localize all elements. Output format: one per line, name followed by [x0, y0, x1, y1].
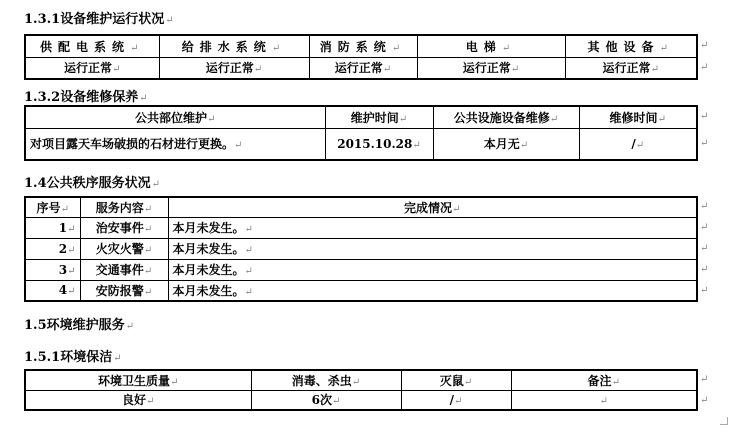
table-header-row	[25, 35, 697, 57]
header-cell: 序号↵	[25, 197, 80, 217]
section-heading-1-5: 1.5环境维护服务↵	[24, 318, 135, 333]
table-row	[25, 217, 697, 238]
header-cell: 环境卫生质量↵	[25, 370, 251, 390]
header-cell: 服务内容↵	[80, 197, 168, 217]
row-end-mark: ↵	[700, 40, 709, 51]
header-cell: 消毒、杀虫↵	[251, 370, 401, 390]
table-header-row	[25, 197, 697, 217]
section-heading-1-3-2: 1.3.2设备维修保养↵	[24, 90, 148, 105]
header-cell: 维修时间↵	[579, 106, 697, 128]
row-end-mark: ↵	[700, 138, 709, 149]
section-heading-1-5-1: 1.5.1环境保洁↵	[24, 350, 122, 365]
header-cell: 消防系统↵	[309, 35, 417, 57]
completion-status: 本月未发生。↵	[168, 280, 697, 301]
table-row	[25, 238, 697, 259]
service-item: 治安事件↵	[80, 217, 168, 238]
header-cell: 维护时间↵	[325, 106, 433, 128]
paragraph-mark: ↵	[165, 15, 174, 26]
repair-description: 本月无↵	[433, 128, 579, 160]
row-end-mark: ↵	[700, 222, 709, 233]
disinfection-count: 6次↵	[251, 390, 401, 410]
repair-date: /↵	[579, 128, 697, 160]
row-end-mark: ↵	[700, 264, 709, 275]
table-row	[25, 259, 697, 280]
cleaning-table	[24, 369, 698, 411]
row-index: 2↵	[25, 238, 80, 259]
rodent-control: /↵	[401, 390, 511, 410]
header-cell: 供配电系统↵	[25, 35, 159, 57]
status-cell: 运行正常↵	[417, 57, 565, 79]
status-cell: 运行正常↵	[25, 57, 159, 79]
header-cell: 备注↵	[511, 370, 697, 390]
hygiene-quality: 良好↵	[25, 390, 251, 410]
row-end-mark: ↵	[700, 374, 709, 385]
header-cell: 公共设施设备维修↵	[433, 106, 579, 128]
table-header-row	[25, 370, 697, 390]
row-end-mark: ↵	[700, 111, 709, 122]
maintenance-date: 2015.10.28↵	[325, 128, 433, 160]
status-cell: 运行正常↵	[159, 57, 309, 79]
status-cell: 运行正常↵	[309, 57, 417, 79]
header-cell: 其他设备↵	[565, 35, 697, 57]
section-heading-1-4: 1.4公共秩序服务状况↵	[24, 176, 161, 191]
maintenance-table	[24, 105, 698, 161]
header-cell: 给排水系统↵	[159, 35, 309, 57]
page-corner-mark	[720, 417, 728, 425]
equipment-status-table	[24, 34, 698, 80]
order-service-table	[24, 196, 698, 302]
row-index: 4↵	[25, 280, 80, 301]
header-cell: 完成情况↵	[168, 197, 697, 217]
maintenance-description: 对项目露天车场破损的石材进行更换。↵	[25, 128, 325, 160]
row-index: 3↵	[25, 259, 80, 280]
row-index: 1↵	[25, 217, 80, 238]
service-item: 交通事件↵	[80, 259, 168, 280]
table-header-row	[25, 106, 697, 128]
section-heading-1-3-1: 1.3.1设备维护运行状况↵	[24, 12, 174, 27]
table-row	[25, 128, 697, 160]
header-cell: 公共部位维护↵	[25, 106, 325, 128]
remarks: ↵	[511, 390, 697, 410]
completion-status: 本月未发生。↵	[168, 259, 697, 280]
row-end-mark: ↵	[700, 243, 709, 254]
row-end-mark: ↵	[700, 285, 709, 296]
header-cell: 灭鼠↵	[401, 370, 511, 390]
completion-status: 本月未发生。↵	[168, 217, 697, 238]
row-end-mark: ↵	[700, 395, 709, 406]
row-end-mark: ↵	[700, 62, 709, 73]
service-item: 火灾火警↵	[80, 238, 168, 259]
table-row	[25, 57, 697, 79]
completion-status: 本月未发生。↵	[168, 238, 697, 259]
table-row	[25, 280, 697, 301]
service-item: 安防报警↵	[80, 280, 168, 301]
header-cell: 电梯↵	[417, 35, 565, 57]
table-row	[25, 390, 697, 410]
status-cell: 运行正常↵	[565, 57, 697, 79]
row-end-mark: ↵	[700, 201, 709, 212]
